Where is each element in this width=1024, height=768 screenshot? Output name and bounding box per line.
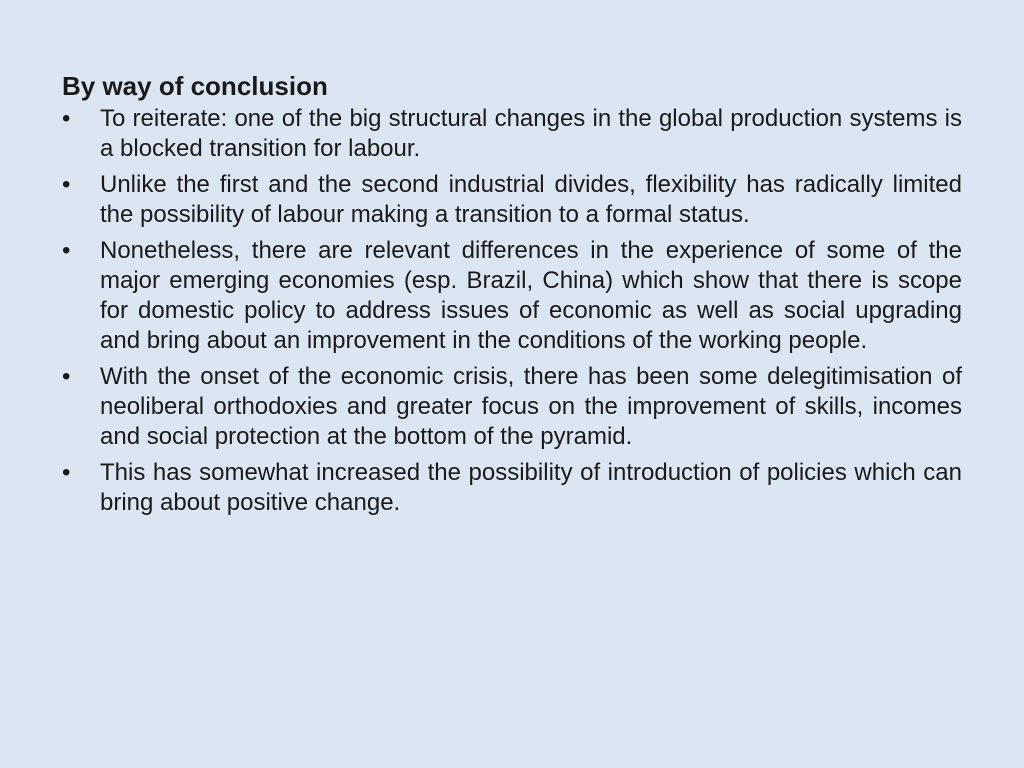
bullet-text: To reiterate: one of the big structural changes in the global production systems is a blocked transition for labour. [100, 105, 962, 162]
bullet-text: This has somewhat increased the possibility of introduction of policies which can bring about positive change. [100, 459, 962, 516]
bullet-item [62, 170, 962, 230]
bullet-item [62, 362, 962, 452]
bullet-dot-icon: • [62, 237, 71, 264]
bullet-dot-icon: • [62, 363, 71, 390]
bullet-dot-icon: • [62, 105, 71, 132]
bullet-text: Nonetheless, there are relevant differences in the experience of some of the major emerging economies (esp. Brazil, China) which show that there is scope for domestic policy to address issues of economic as well as social upgrading and bring about an improvement in the conditions of the working people. [100, 237, 962, 354]
bullet-item [62, 104, 962, 164]
bullet-item [62, 458, 962, 518]
bullet-text: With the onset of the economic crisis, there has been some delegitimisation of neoliberal orthodoxies and greater focus on the improvement of skills, incomes and social protection at the bottom of the pyramid. [100, 363, 962, 450]
bullet-dot-icon: • [62, 459, 71, 486]
bullet-list [62, 104, 962, 518]
bullet-text: Unlike the first and the second industrial divides, flexibility has radically limited the possibility of labour making a transition to a formal status. [100, 171, 962, 228]
bullet-dot-icon: • [62, 171, 71, 198]
slide-heading: By way of conclusion [62, 71, 328, 101]
bullet-item [62, 236, 962, 356]
